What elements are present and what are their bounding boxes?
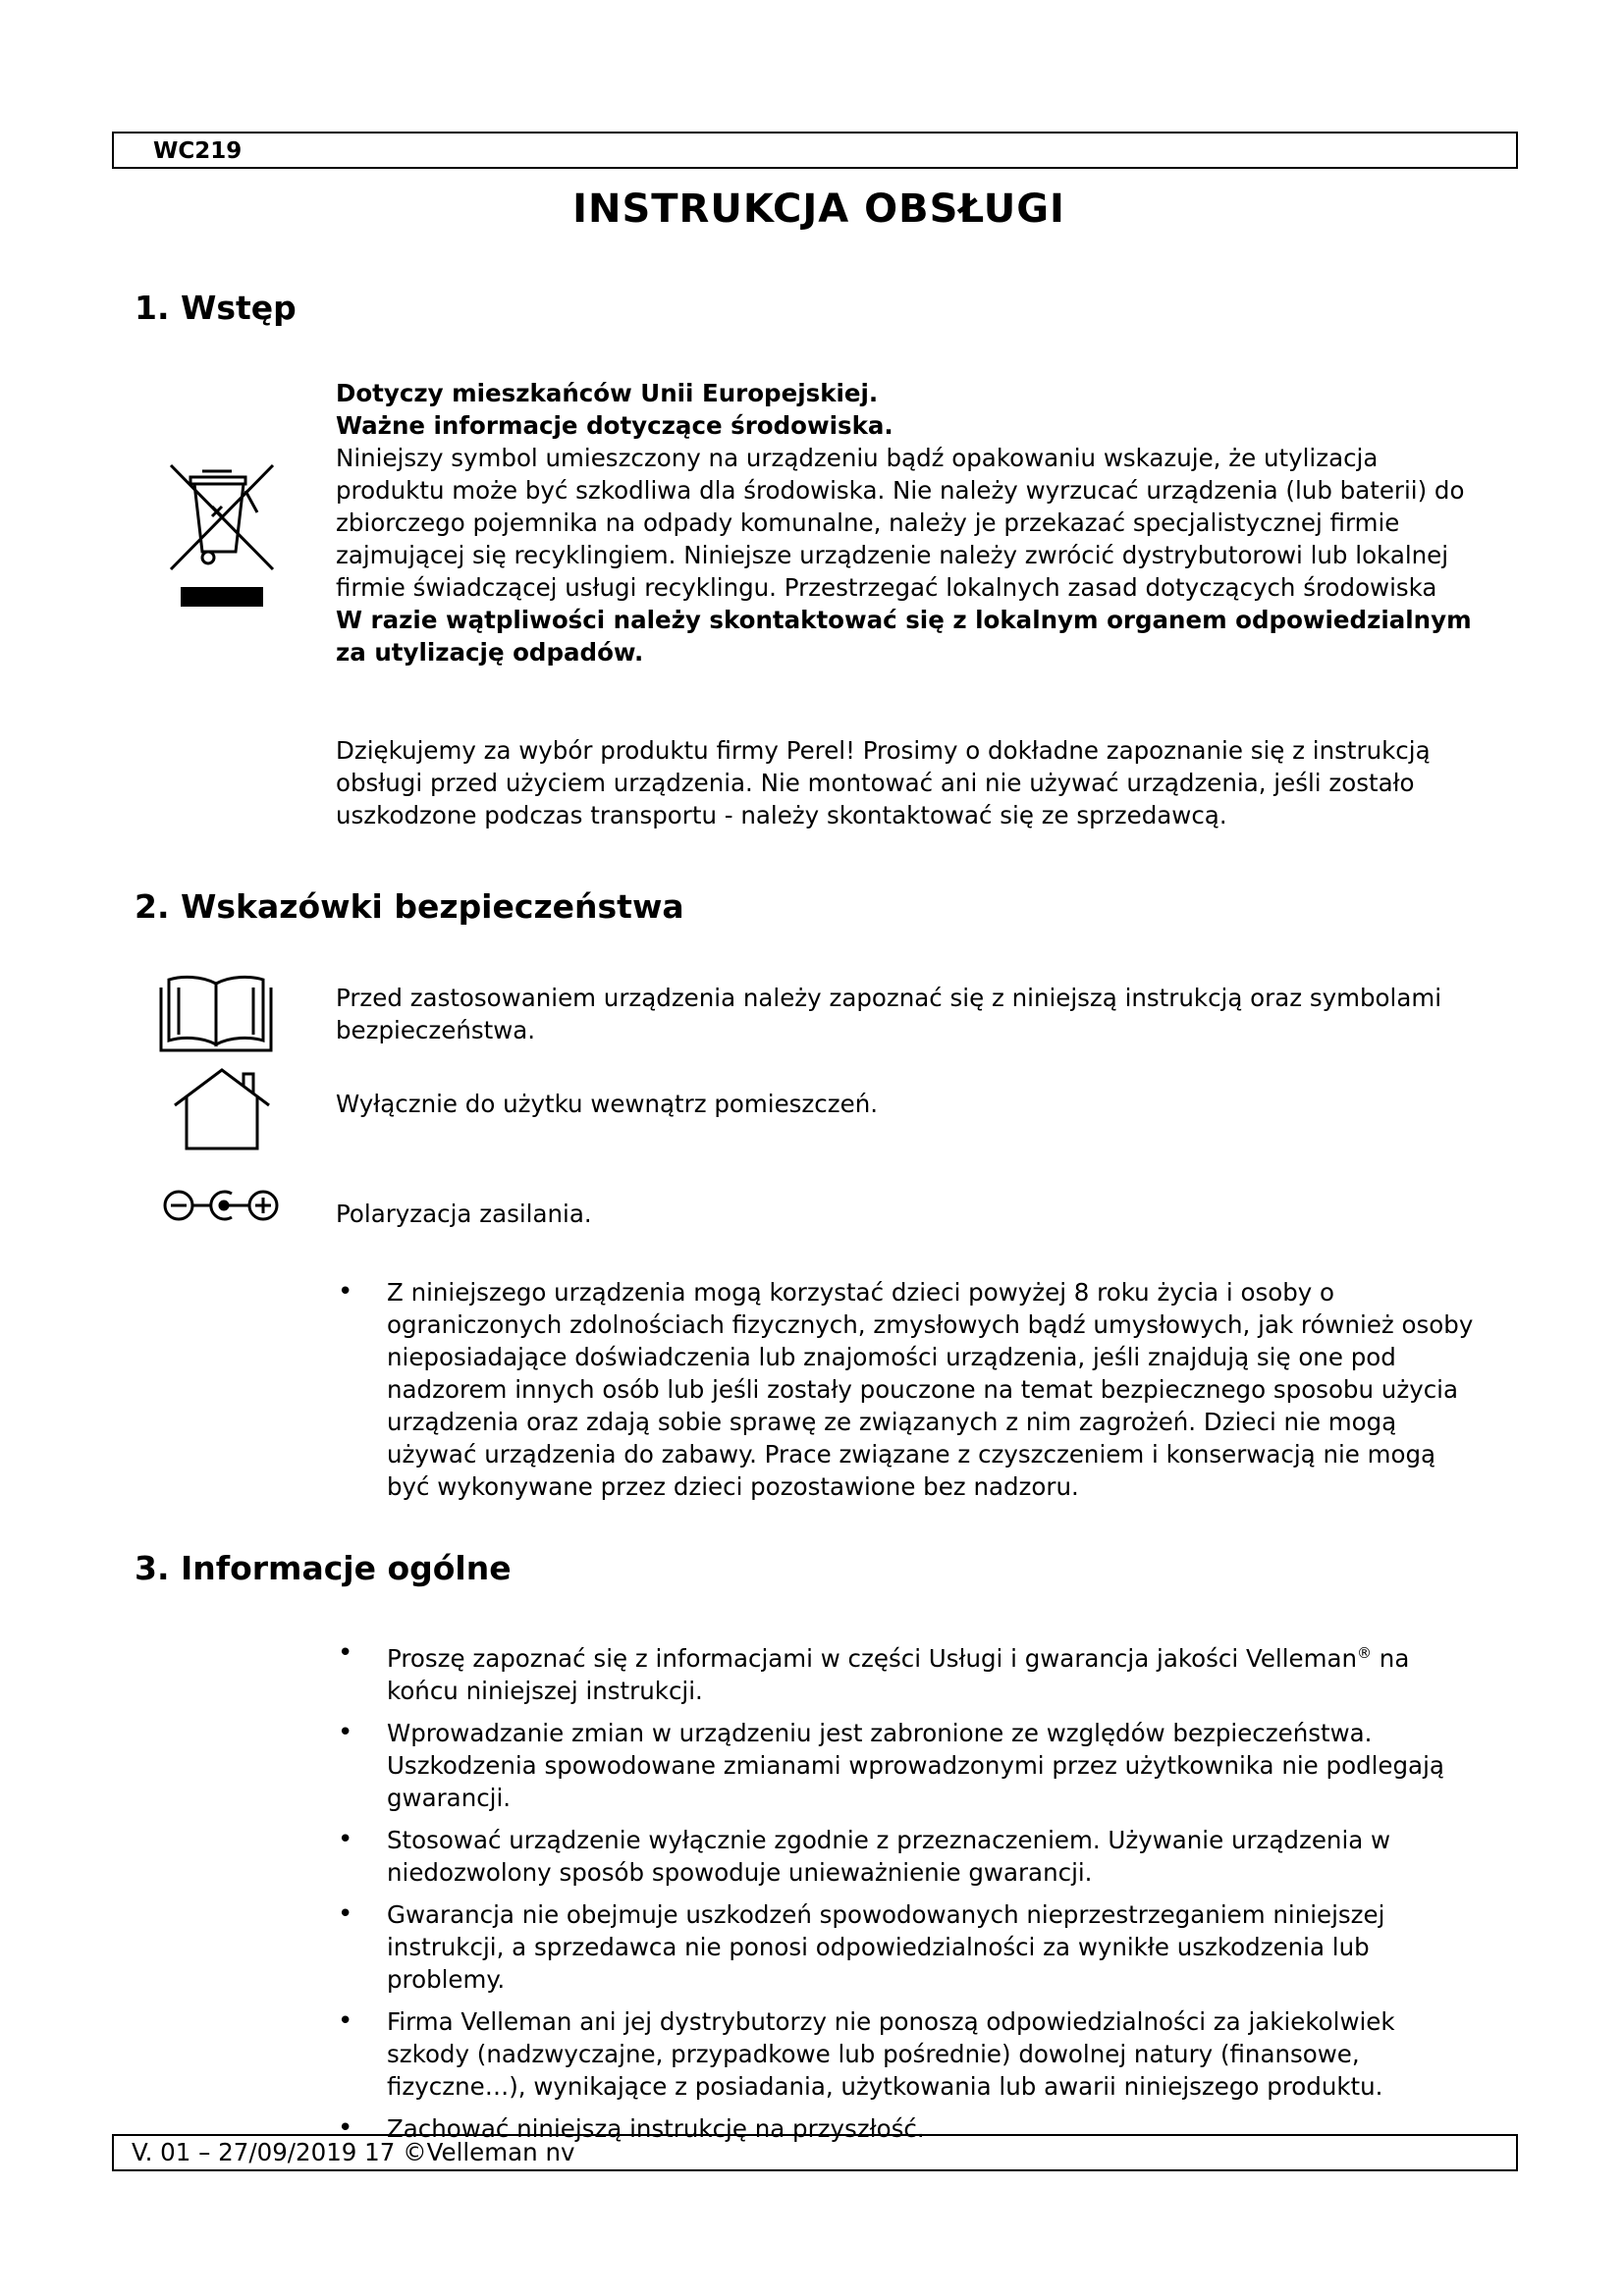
indoor-symbol-text: Wyłącznie do użytku wewnątrz pomieszczeń.: [336, 1090, 879, 1118]
section-2-bullets: [336, 1276, 1485, 1513]
bullet-text: Proszę zapoznać się z informacjami w części Usługi i gwarancja jakości Velleman: [387, 1644, 1357, 1674]
weee-bin-icon: [165, 461, 279, 609]
page-title: INSTRUKCJA OBSŁUGI: [572, 187, 1065, 232]
list-item: • Wprowadzanie zmian w urządzeniu jest zabronione ze względów bezpieczeństwa. Uszkodzenia spowodowane zmianami wprowadzonymi przez użytkownika nie podlegają gwarancji.: [336, 1717, 1485, 1814]
list-item: • Stosować urządzenie wyłącznie zgodnie z przeznaczeniem. Używanie urządzenia w niedozwolony sposób spowoduje unieważnienie gwarancji.: [336, 1824, 1485, 1889]
list-item: • Firma Velleman ani jej dystrybutorzy nie ponoszą odpowiedzialności za jakiekolwiek szkody (nadzwyczajne, przypadkowe lub pośrednie) dowolnej natury (finansowe, fizyczne…), wynikające z posiadania, użytkowania lub awarii niniejszego produktu.: [336, 2005, 1485, 2103]
eu-warning-text: W razie wątpliwości należy skontaktować się z lokalnym organem odpowiedzialnym za utylizację odpadów.: [336, 606, 1472, 667]
list-item: • Gwarancja nie obejmuje uszkodzeń spowodowanych nieprzestrzeganiem niniejszej instrukcji, a sprzedawca nie ponosi odpowiedzialności za wynikłe uszkodzenia lub problemy.: [336, 1898, 1485, 1996]
section-1-heading: 1. Wstęp: [135, 289, 297, 327]
manual-symbol-text: Przed zastosowaniem urządzenia należy zapoznać się z niniejszą instrukcją oraz symbolami bezpieczeństwa.: [336, 984, 1442, 1044]
bullet-text-tail: na końcu niniejszej instrukcji.: [387, 1644, 1410, 1706]
eu-body-text: Niniejszy symbol umieszczony na urządzeniu bądź opakowaniu wskazuje, że utylizacja produktu może być szkodliwa dla środowiska. Nie należy wyrzucać urządzenia (lub baterii) do zbiorczego pojemnika na odpady komunalne, należy je przekazać specjalistycznej firmie zajmującej się recyklingiem. Niniejsze urządzenie należy zwrócić dystrybutorowi lub lokalnej firmie świadczącej usługi recyklingu. Przestrzegać lokalnych zasad dotyczących środowiska: [336, 444, 1465, 602]
manual-book-icon: [157, 972, 275, 1054]
section-1-eu-block: [336, 377, 1485, 668]
list-item: [336, 1637, 1485, 1707]
footer-text: V. 01 – 27/09/2019 17 ©Velleman nv: [132, 2138, 575, 2166]
section-3-heading: 3. Informacje ogólne: [135, 1549, 512, 1587]
eu-residents-line: Dotyczy mieszkańców Unii Europejskiej.: [336, 379, 879, 407]
registered-mark: ®: [1357, 1644, 1372, 1662]
env-info-line: Ważne informacje dotyczące środowiska.: [336, 411, 893, 440]
list-item: • Z niniejszego urządzenia mogą korzystać dzieci powyżej 8 roku życia i osoby o ograniczonych zdolnościach fizycznych, zmysłowych bądź umysłowych, jak również osoby nieposiadające doświadczenia lub znajomości urządzenia, jeśli znajdują się one pod nadzorem innych osób lub jeśli zostały pouczone na temat bezpiecznego sposobu użycia urządzenia oraz zdają sobie sprawę ze związanych z nim zagrożeń. Dzieci nie mogą używać urządzenia do zabawy. Prace związane z czyszczeniem i konserwacją nie mogą być wykonywane przez dzieci pozostawione bez nadzoru.: [336, 1276, 1485, 1503]
model-number: WC219: [153, 138, 243, 164]
indoor-house-icon: [167, 1066, 277, 1150]
section-3-bullets: [336, 1637, 1485, 2155]
section-2-heading: 2. Wskazówki bezpieczeństwa: [135, 887, 684, 926]
polarity-icon: [159, 1186, 283, 1225]
footer-box: [112, 2134, 1518, 2171]
list-item: • Zachować niniejszą instrukcję na przyszłość.: [336, 2112, 1485, 2145]
thanks-paragraph: Dziękujemy za wybór produktu firmy Perel! Prosimy o dokładne zapoznanie się z instrukcją obsługi przed użyciem urządzenia. Nie montować ani nie używać urządzenia, jeśli zostało uszkodzone podczas transportu - należy skontaktować się ze sprzedawcą.: [336, 736, 1431, 829]
polarity-symbol-text: Polaryzacja zasilania.: [336, 1200, 592, 1228]
header-box: [112, 132, 1518, 169]
